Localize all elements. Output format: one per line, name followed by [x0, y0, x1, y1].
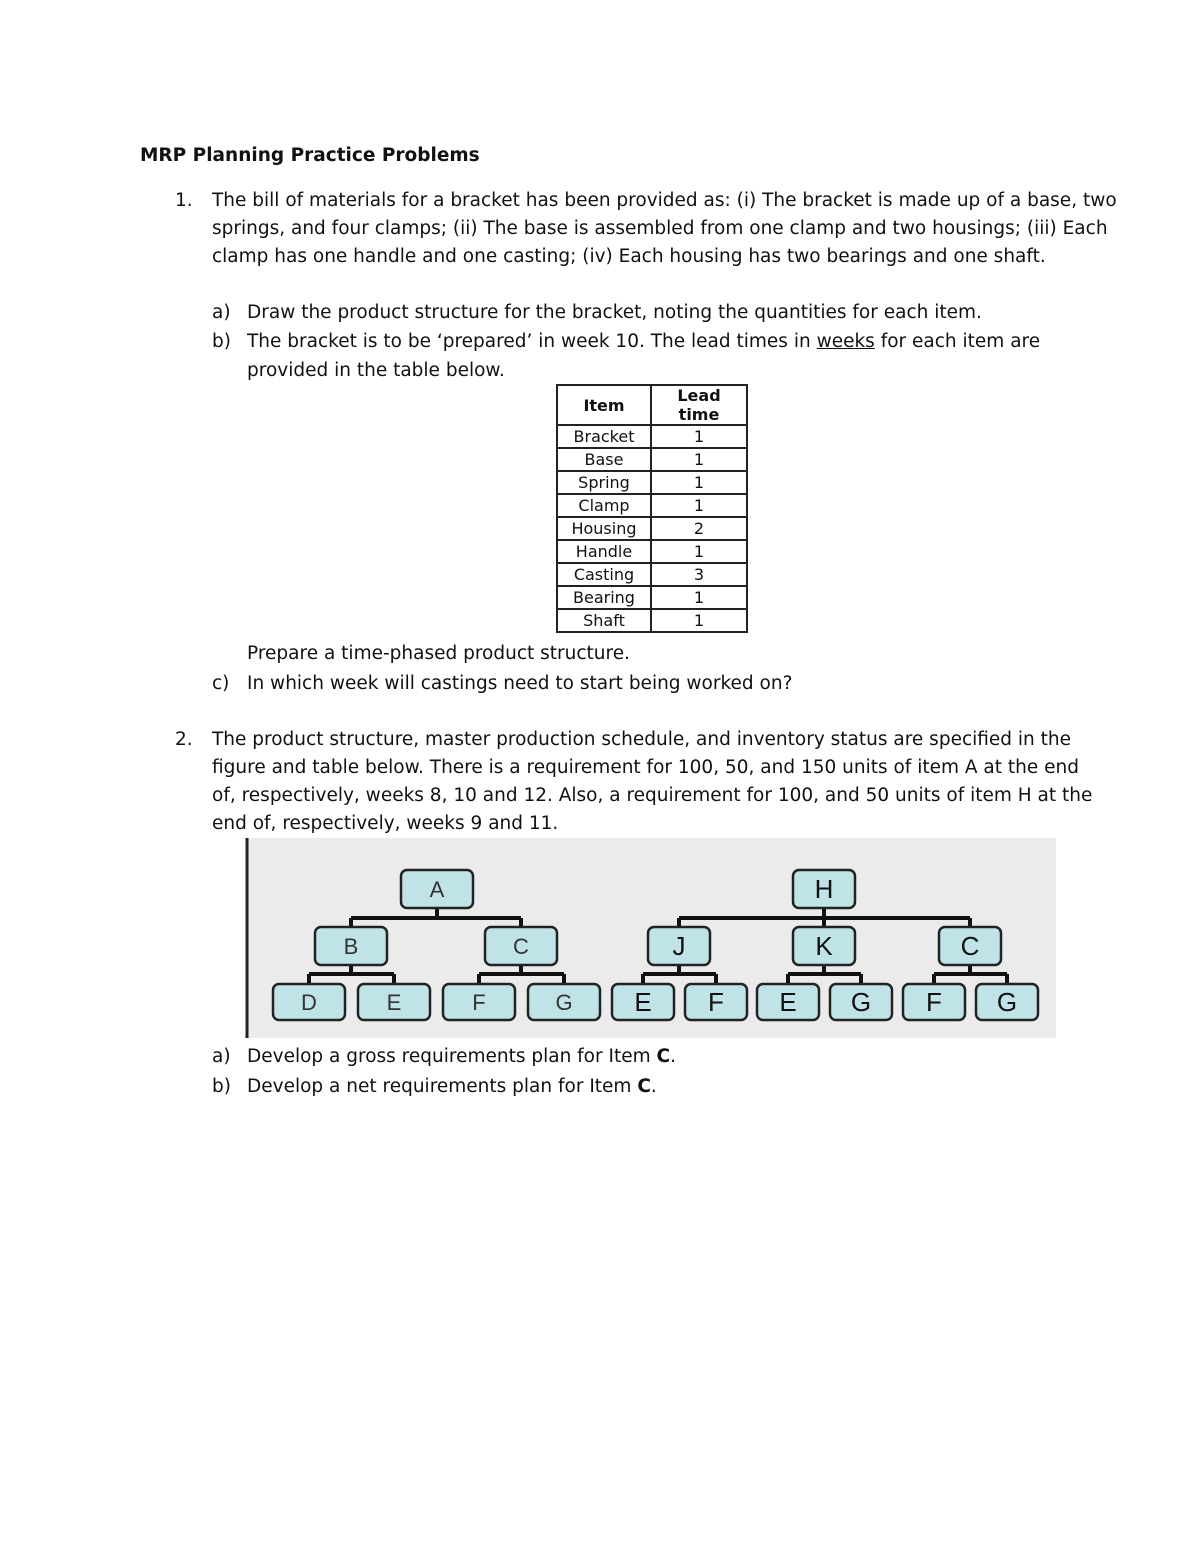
table-header-lead-time: Lead time — [651, 385, 747, 425]
node-h-leaf-1-label: F — [708, 987, 724, 1017]
node-h-child-0-label: J — [672, 931, 686, 961]
node-a-leaf-0 — [273, 984, 345, 1020]
table-cell-item: Bracket — [557, 425, 651, 448]
table-row — [557, 425, 747, 448]
table-cell-lead-time: 1 — [651, 586, 747, 609]
table-header-row — [557, 385, 747, 425]
q1-line-2: springs, and four clamps; (ii) The base is assembled from one clamp and two housings; (iii) Each — [212, 218, 1108, 239]
table-cell-item: Spring — [557, 471, 651, 494]
table-row — [557, 494, 747, 517]
q2b-text-before: Develop a net requirements plan for Item — [247, 1076, 638, 1097]
table-cell-item: Casting — [557, 563, 651, 586]
table-row — [557, 540, 747, 563]
node-h-label: H — [814, 874, 834, 904]
table-header-item: Item — [557, 385, 651, 425]
node-a-leaf-2-label: F — [472, 990, 486, 1015]
q2-line-2: figure and table below. There is a requirement for 100, 50, and 150 units of item A at the end — [212, 757, 1079, 778]
q2b-label: b) — [212, 1076, 231, 1097]
q2b-item-c: C — [637, 1076, 651, 1097]
node-h — [793, 870, 855, 908]
node-a-leaf-3 — [528, 984, 600, 1020]
node-h-leaf-2 — [757, 984, 819, 1020]
table-cell-lead-time: 1 — [651, 448, 747, 471]
q1-number: 1. — [175, 190, 193, 211]
node-a-child-1 — [485, 927, 557, 965]
q2a-item-c: C — [656, 1046, 671, 1067]
table-row — [557, 448, 747, 471]
table-cell-item: Housing — [557, 517, 651, 540]
node-a-child-0-label: B — [343, 934, 359, 959]
q1b-text-line2: provided in the table below. — [247, 360, 505, 381]
node-h-child-1-label: K — [815, 931, 833, 961]
q1c-text: In which week will castings need to start being worked on? — [247, 673, 793, 694]
q1b-text-before: The bracket is to be ‘prepared’ in week 10. The lead times in — [247, 331, 817, 352]
q1b-text — [247, 331, 1040, 352]
table-cell-item: Bearing — [557, 586, 651, 609]
table-cell-lead-time: 1 — [651, 425, 747, 448]
table-row — [557, 471, 747, 494]
node-h-leaf-4 — [903, 984, 965, 1020]
table-cell-lead-time: 1 — [651, 609, 747, 632]
q2b-text-after: . — [650, 1076, 657, 1097]
node-h-child-0 — [648, 927, 710, 965]
page-title: MRP Planning Practice Problems — [140, 145, 480, 166]
table-cell-lead-time: 1 — [651, 540, 747, 563]
node-a-label: A — [429, 877, 445, 902]
q2a-label: a) — [212, 1046, 231, 1067]
table-cell-lead-time: 1 — [651, 494, 747, 517]
node-a-child-1-label: C — [513, 934, 529, 959]
lead-time-table — [556, 384, 748, 633]
table-row — [557, 517, 747, 540]
node-h-child-2-label: C — [960, 931, 980, 961]
product-structure-diagram — [240, 838, 1056, 1038]
node-a-leaf-2 — [443, 984, 515, 1020]
node-h-leaf-3 — [830, 984, 892, 1020]
q2-line-4: end of, respectively, weeks 9 and 11. — [212, 813, 559, 834]
node-a-leaf-1 — [358, 984, 430, 1020]
q1-line-1: The bill of materials for a bracket has been provided as: (i) The bracket is made up of a base, two — [212, 190, 1117, 211]
table-cell-item: Handle — [557, 540, 651, 563]
node-h-leaf-0-label: E — [634, 987, 652, 1017]
q2b-text — [247, 1076, 657, 1097]
q1b-label: b) — [212, 331, 231, 352]
table-cell-lead-time: 3 — [651, 563, 747, 586]
table-cell-lead-time: 1 — [651, 471, 747, 494]
node-h-leaf-2-label: E — [779, 987, 797, 1017]
node-h-child-1 — [793, 927, 855, 965]
table-cell-item: Base — [557, 448, 651, 471]
q1b-after-table: Prepare a time-phased product structure. — [247, 643, 630, 664]
node-a-child-0 — [315, 927, 387, 965]
q1b-text-after: for each item are — [874, 331, 1041, 352]
q2a-text-after: . — [670, 1046, 676, 1067]
node-a-leaf-0-label: D — [301, 990, 317, 1015]
table-cell-lead-time: 2 — [651, 517, 747, 540]
table-cell-item: Shaft — [557, 609, 651, 632]
q1a-text: Draw the product structure for the bracket, noting the quantities for each item. — [247, 302, 982, 323]
q2a-text-before: Develop a gross requirements plan for Item — [247, 1046, 657, 1067]
node-h-leaf-3-label: G — [850, 987, 872, 1017]
node-h-leaf-5-label: G — [996, 987, 1018, 1017]
q2-line-3: of, respectively, weeks 8, 10 and 12. Also, a requirement for 100, and 50 units of item H at the — [212, 785, 1093, 806]
q2a-text — [247, 1046, 676, 1067]
table-cell-item: Clamp — [557, 494, 651, 517]
q1-line-3: clamp has one handle and one casting; (iv) Each housing has two bearings and one shaft. — [212, 246, 1046, 267]
table-row — [557, 609, 747, 632]
node-h-leaf-1 — [685, 984, 747, 1020]
q1b-underlined-weeks: weeks — [816, 331, 875, 352]
node-h-leaf-0 — [612, 984, 674, 1020]
node-a — [401, 870, 473, 908]
node-h-child-2 — [939, 927, 1001, 965]
node-h-leaf-5 — [976, 984, 1038, 1020]
table-row — [557, 563, 747, 586]
q1a-label: a) — [212, 302, 231, 323]
node-a-leaf-1-label: E — [386, 990, 402, 1015]
node-a-leaf-3-label: G — [555, 990, 573, 1015]
q1c-label: c) — [212, 673, 230, 694]
q2-number: 2. — [175, 729, 193, 750]
table-row — [557, 586, 747, 609]
q2-line-1: The product structure, master production schedule, and inventory status are specified in the — [212, 729, 1072, 750]
node-h-leaf-4-label: F — [926, 987, 942, 1017]
